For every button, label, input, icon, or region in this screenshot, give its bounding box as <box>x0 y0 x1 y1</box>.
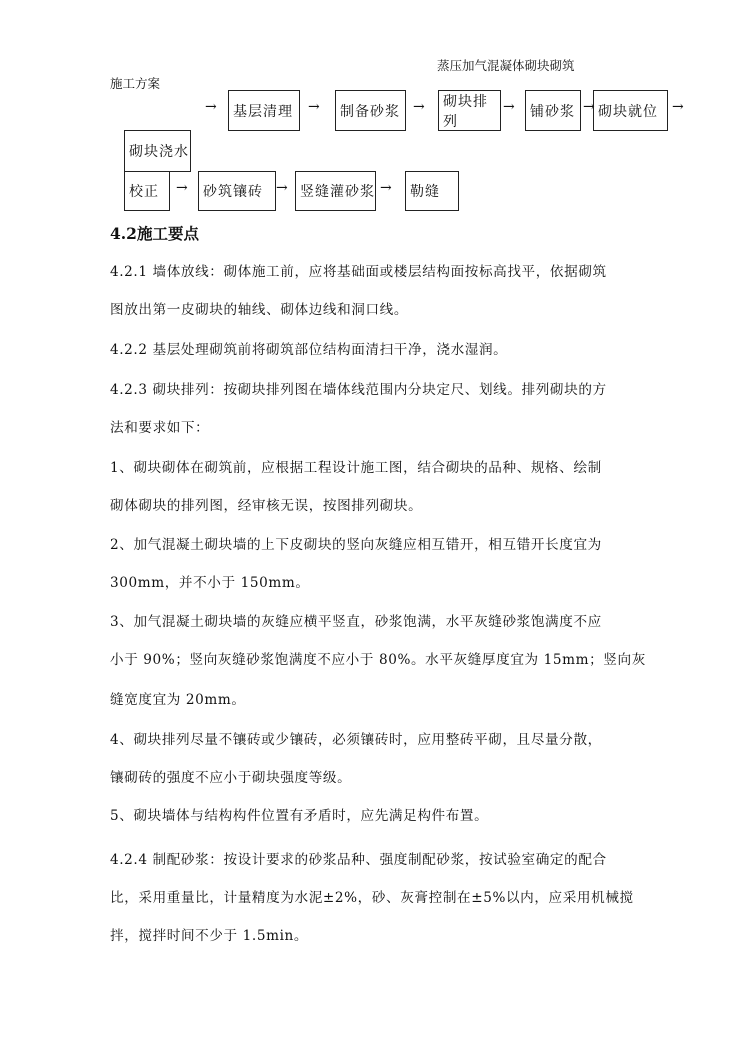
flow-step: 制备砂浆 <box>335 90 406 131</box>
flow-step: 校正 <box>124 171 170 211</box>
text-line: 比，采用重量比，计量精度为水泥±2%，砂、灰膏控制在±5%以内，应采用机械搅 <box>110 890 634 906</box>
text-line: 缝宽度宜为 20mm。 <box>110 692 246 708</box>
text-line: 3、加气混凝土砌块墙的灰缝应横平竖直，砂浆饱满，水平灰缝砂浆饱满度不应 <box>110 614 602 630</box>
text-line: 法和要求如下： <box>110 420 210 436</box>
text-line: 4.2.3 砌块排列：按砌块排列图在墙体线范围内分块定尺、划线。排列砌块的方 <box>110 382 607 398</box>
arrow-icon: → <box>380 180 392 196</box>
flow-step: 基层清理 <box>228 90 300 131</box>
text-line: 4.2.4 制配砂浆：按设计要求的砂浆品种、强度制配砂浆，按试验室确定的配合 <box>110 852 607 868</box>
text-line: 拌，搅拌时间不少于 1.5min。 <box>110 928 309 944</box>
flow-step: 砌块浇水 <box>124 130 191 172</box>
page-header-subtitle: 施工方案 <box>110 76 161 91</box>
arrow-icon: → <box>308 99 320 115</box>
section-heading: 4.2施工要点 <box>110 224 199 243</box>
text-line: 小于 90%；竖向灰缝砂浆饱满度不应小于 80%。水平灰缝厚度宜为 15mm；竖向灰 <box>110 652 646 668</box>
arrow-icon: → <box>276 180 288 196</box>
flow-step: 砂筑镶砖 <box>198 171 276 211</box>
text-line: 2、加气混凝土砌块墙的上下皮砌块的竖向灰缝应相互错开，相互错开长度宜为 <box>110 537 602 553</box>
flow-step: 砌块就位 <box>593 90 668 131</box>
text-line: 镶砌砖的强度不应小于砌块强度等级。 <box>110 770 352 786</box>
arrow-icon: → <box>176 180 188 196</box>
text-line: 1、砌块砌体在砌筑前，应根据工程设计施工图，结合砌块的品种、规格、绘制 <box>110 460 602 476</box>
text-line: 300mm，并不小于 150mm。 <box>110 575 310 591</box>
flow-step: 砌块排列 <box>438 90 501 131</box>
flow-step: 勒缝 <box>405 171 459 211</box>
flow-step: 铺砂浆 <box>525 90 581 131</box>
arrow-icon: → <box>413 99 425 115</box>
text-line: 图放出第一皮砌块的轴线、砌体边线和洞口线。 <box>110 302 409 318</box>
arrow-icon: → <box>503 99 515 115</box>
text-line: 5、砌块墙体与结构构件位置有矛盾时，应先满足构件布置。 <box>110 808 489 824</box>
flow-step: 竖缝灌砂浆 <box>295 171 376 211</box>
text-line: 4.2.1 墙体放线：砌体施工前，应将基础面或楼层结构面按标高找平，依据砌筑 <box>110 264 607 280</box>
text-line: 4.2.2 基层处理砌筑前将砌筑部位结构面清扫干净，浇水湿润。 <box>110 342 508 358</box>
text-line: 砌体砌块的排列图，经审核无误，按图排列砌块。 <box>110 498 423 514</box>
arrow-icon: → <box>583 99 595 115</box>
arrow-icon: → <box>205 99 217 115</box>
page-header-title: 蒸压加气混凝体砌块砌筑 <box>437 58 575 73</box>
arrow-icon: → <box>672 99 684 115</box>
text-line: 4、砌块排列尽量不镶砖或少镶砖，必须镶砖时，应用整砖平砌，且尽量分散， <box>110 732 602 748</box>
